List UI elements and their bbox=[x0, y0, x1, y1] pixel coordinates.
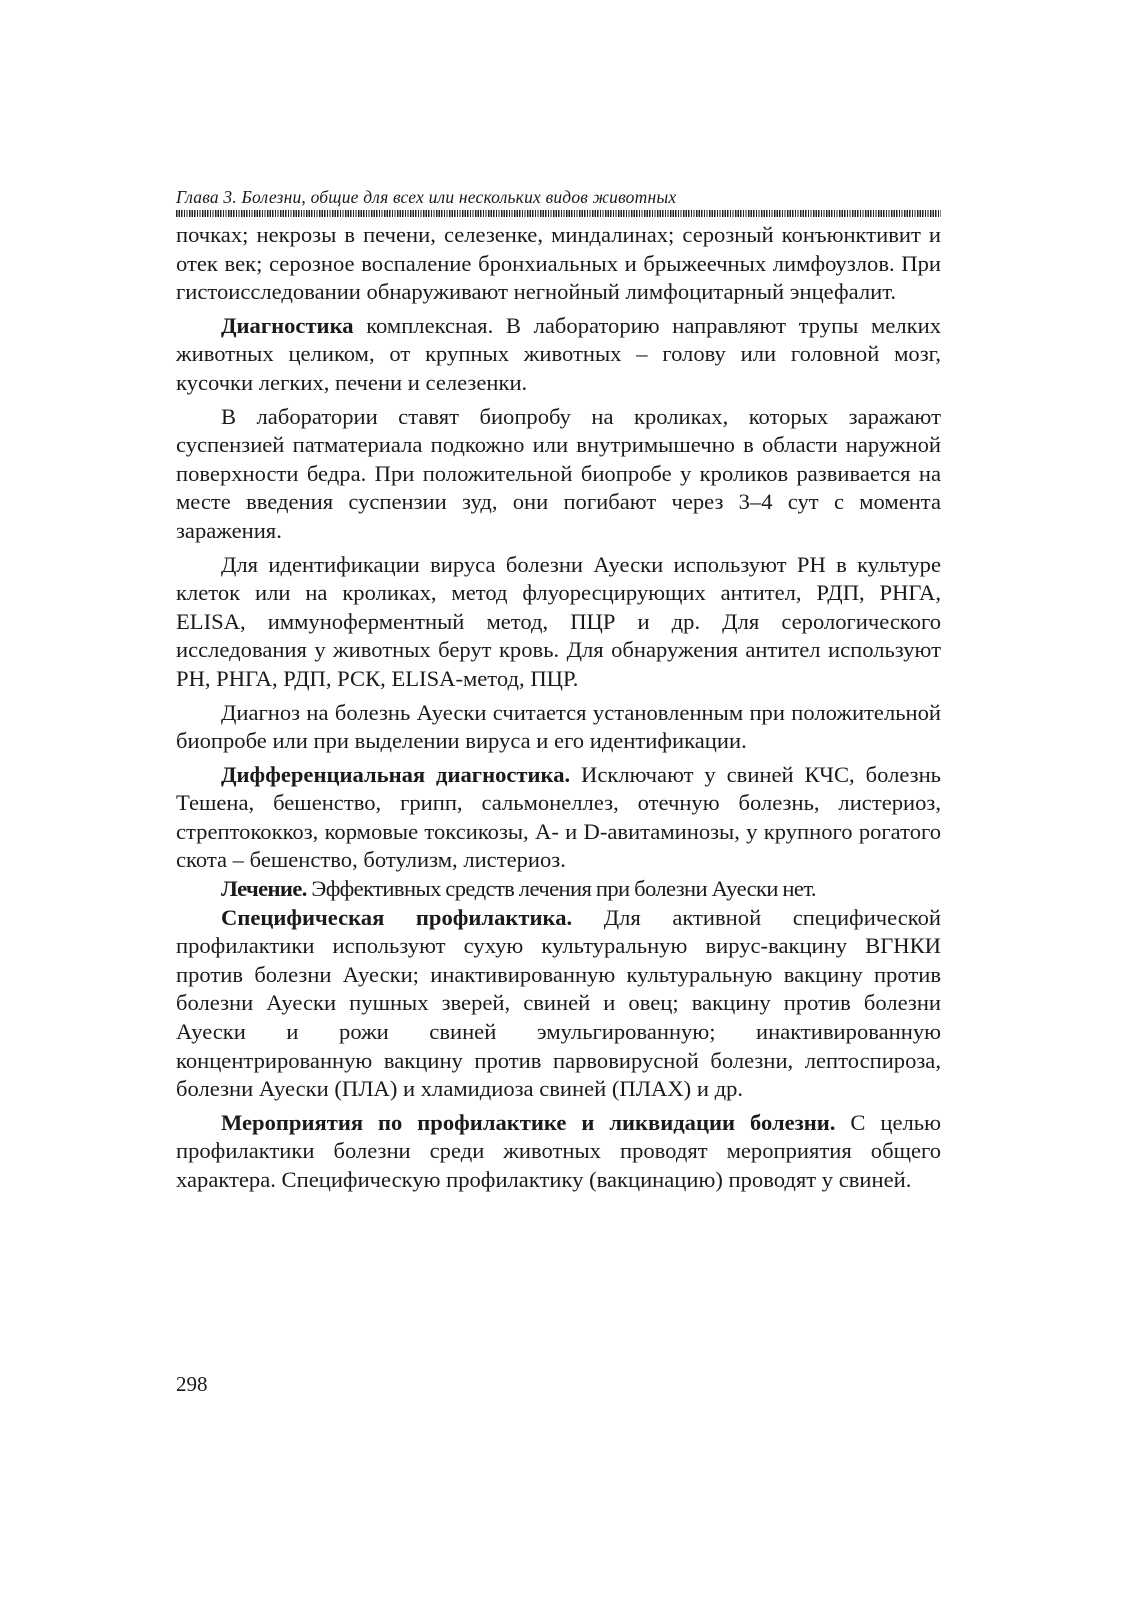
paragraph-prophylaxis bbox=[176, 904, 941, 1104]
text-prophylaxis: Для активной специфической профилактики используют сухую культуральную вирус-вакцину ВГНКИ против болезни Ауески; инактивированную культуральную вакцину против болезни Ауески пушных зверей, свиней и овец; вакцину против болезни Ауески и рожи свиней эмульгированную; инактивированную концентрированную вакцину против парвовирусной болезни, лептоспироза, болезни Ауески (ПЛА) и хламидиоза свиней (ПЛАХ) и др. bbox=[176, 904, 941, 1102]
text-differential: Исключают у свиней КЧС, болезнь Тешена, бешенство, грипп, сальмонеллез, отечную болезнь, листериоз, стрептококкоз, кормовые токсикозы, А- и D-авитаминозы, у крупного рогатого скота – бешенство, ботулизм, листериоз. bbox=[176, 761, 941, 873]
paragraph-differential bbox=[176, 761, 941, 875]
heading-diagnostics: Диагностика bbox=[221, 312, 354, 338]
text-diagnostics: комплексная. В лабораторию направляют трупы мелких животных целиком, от крупных животных – голову или головной мозг, кусочки легких, печени и селезенки. bbox=[176, 312, 941, 395]
heading-treatment: Лечение. bbox=[221, 876, 307, 902]
text-treatment: Эффективных средств лечения при болезни Ауески нет. bbox=[306, 876, 816, 902]
paragraph-measures bbox=[176, 1109, 941, 1195]
heading-prophylaxis: Специфическая профилактика. bbox=[221, 904, 573, 930]
paragraph-bioassay: В лаборатории ставят биопробу на кроликах, которых заражают суспензией патматериала подкожно или внутримышечно в области наружной поверхности бедра. При положительной биопробе у кроликов развивается на месте введения суспензии зуд, они погибают через 3–4 сут с момента заражения. bbox=[176, 403, 941, 543]
page bbox=[176, 186, 941, 1195]
body-text bbox=[176, 221, 941, 1195]
paragraph-treatment bbox=[176, 875, 941, 904]
text-measures: С целью профилактики болезни среди животных проводят мероприятия общего характера. Специфическую профилактику (вакцинацию) проводят у свиней. bbox=[176, 1109, 941, 1192]
heading-measures: Мероприятия по профилактике и ликвидации болезни. bbox=[221, 1109, 836, 1135]
running-head: Глава 3. Болезни, общие для всех или нескольких видов животных bbox=[176, 187, 677, 207]
heading-differential: Дифференциальная диагностика. bbox=[221, 761, 571, 787]
paragraph-diagnosis: Диагноз на болезнь Ауески считается установленным при положительной биопробе или при выделении вируса и его идентификации. bbox=[176, 699, 941, 754]
paragraph-diagnostics bbox=[176, 312, 941, 398]
paragraph-continuation: почках; некрозы в печени, селезенке, миндалинах; серозный конъюнктивит и отек век; серозное воспаление бронхиальных и брыжеечных лимфоузлов. При гистоисследовании обнаруживают негнойный лимфоцитарный энцефалит. bbox=[176, 222, 941, 305]
page-number: 298 bbox=[176, 1372, 208, 1396]
paragraph-identification: Для идентификации вируса болезни Ауески используют РН в культуре клеток или на кроликах, метод флуоресцирующих антител, РДП, РНГА, ELISA, иммуноферментный метод, ПЦР и др. Для серологического исследования у животных берут кровь. Для обнаружения антител используют РН, РНГА, РДП, РСК, ELISA-метод, ПЦР. bbox=[176, 551, 941, 691]
header-rule bbox=[176, 210, 941, 217]
